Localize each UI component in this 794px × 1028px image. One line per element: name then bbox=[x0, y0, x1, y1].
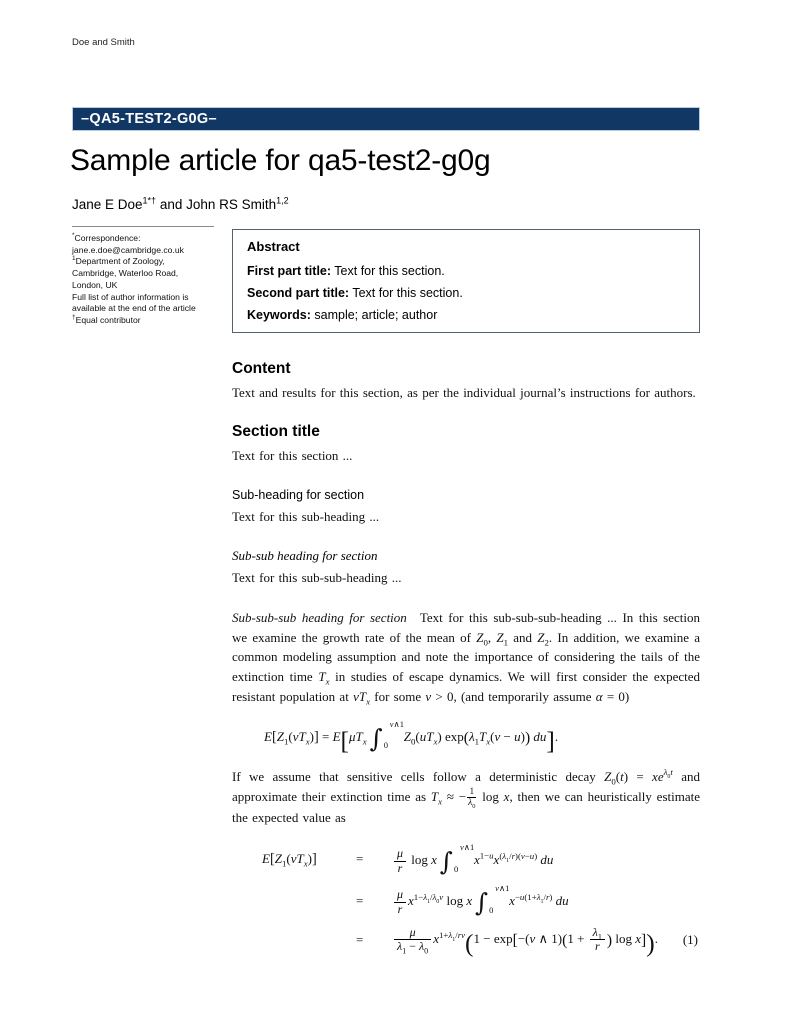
paragraph: Text and results for this section, as per the individual journal’s instructions for authors. bbox=[232, 385, 696, 401]
article-type-banner: –QA5-TEST2-G0G– bbox=[72, 107, 700, 131]
sidenote-line: †Equal contributor bbox=[72, 314, 141, 325]
equation-row bbox=[262, 843, 700, 875]
equation-lhs: $E[Z_1(vT_x)]$ bbox=[262, 850, 317, 869]
article-body bbox=[232, 360, 700, 963]
abstract-box bbox=[232, 229, 700, 333]
equation-rhs: $\frac{\mu}{r}$ log x ∫ v∧1 0 $x^{1-u}x^{(\lambda_1/r)(v-u)}$ du bbox=[392, 843, 553, 875]
paragraph: Text for this sub-heading ... bbox=[232, 508, 380, 524]
section-heading-content: Content bbox=[232, 360, 291, 377]
equation-relation: = bbox=[356, 851, 364, 867]
equation-rhs: $\frac{\mu}{r}$ $x^{1-\lambda_1/\lambda_0v}$ log x ∫ v∧1 0 $x^{-u(1+\lambda_1/r)}$ du bbox=[392, 884, 569, 916]
sidenote-line: Full list of author information is bbox=[72, 291, 189, 302]
paragraph: If we assume that sensitive cells follow a deterministic decay $Z_0(t) = xe^{\lambda_0t}$ and approximate their extinction time as $T_x$ ≈ − $\frac{1}{\lambda_0}$ log x, then we can heuristically estimate the expected value as bbox=[232, 767, 700, 826]
abstract-row-label: Keywords: bbox=[247, 308, 311, 322]
authors-line: Jane E Doe$^{1*\dagger}$ and John RS Smith$^{1,2}$ bbox=[72, 195, 289, 212]
sidenote-line: London, UK bbox=[72, 279, 118, 290]
abstract-row bbox=[247, 286, 685, 300]
runin-paragraph: Sub-sub-sub heading for section Text for this sub-sub-sub-heading ... In this section we examine the growth rate of the mean of $Z_0$, $Z_1$ and $Z_2$. In addition, we examine a common modeling assumption and note the importance of considering the tails of the extinction time $T_x$ in studies of escape dynamics. We will first consider the expected resistant population at $vT_x$ for some v > 0, (and temporarily assume α = 0) bbox=[232, 609, 701, 707]
equation-rhs: $\frac{\mu}{\lambda_1 - \lambda_0}$ $x^{1+\lambda_1/rv}(1 - \exp[-(v$ ∧ 1)(1 + $\frac{\lambda_1}{r}$ ) log x]). bbox=[392, 926, 658, 954]
abstract-row bbox=[247, 264, 685, 278]
abstract-row-text: Text for this section. bbox=[331, 264, 445, 278]
display-equation: $E[Z_1(vT_x)] = E[\mu T_x$ ∫ v∧1 0 $Z_0(uT_x) \exp(\lambda_1T_x(v - u))$ du]. bbox=[264, 718, 559, 755]
sidenote-line-email: jane.e.doe@cambridge.co.uk bbox=[72, 244, 184, 255]
correspondence-note bbox=[72, 226, 214, 327]
sidenote-line: available at the end of the article bbox=[72, 303, 196, 314]
abstract-row-label: Second part title: bbox=[247, 286, 350, 300]
paragraph: Text for this section ... bbox=[232, 447, 353, 463]
abstract-row bbox=[247, 308, 685, 322]
equation-relation: = bbox=[356, 892, 364, 908]
running-head: Doe and Smith bbox=[72, 37, 135, 48]
sidenote-line: Cambridge, Waterloo Road, bbox=[72, 268, 179, 279]
sidenote-line: *Correspondence: bbox=[72, 232, 141, 243]
abstract-row-text: Text for this section. bbox=[349, 286, 463, 300]
page-title: Sample article for qa5-test2-g0g bbox=[70, 144, 491, 177]
equation-relation: = bbox=[356, 931, 364, 947]
abstract-row-text: sample; article; author bbox=[310, 308, 438, 322]
subsection-heading: Sub-heading for section bbox=[232, 487, 365, 502]
section-heading: Section title bbox=[232, 422, 320, 440]
abstract-heading: Abstract bbox=[247, 239, 300, 254]
paragraph: Text for this sub-sub-heading ... bbox=[232, 570, 402, 586]
abstract-row-label: First part title: bbox=[247, 264, 332, 278]
sidenote-line: $^1$Department of Zoology, bbox=[72, 255, 165, 267]
equation-number: (1) bbox=[682, 931, 698, 947]
equation-row bbox=[262, 924, 700, 957]
equation-row bbox=[262, 884, 700, 916]
subsubsection-heading: Sub-sub heading for section bbox=[232, 548, 378, 564]
equation-array bbox=[262, 842, 700, 957]
